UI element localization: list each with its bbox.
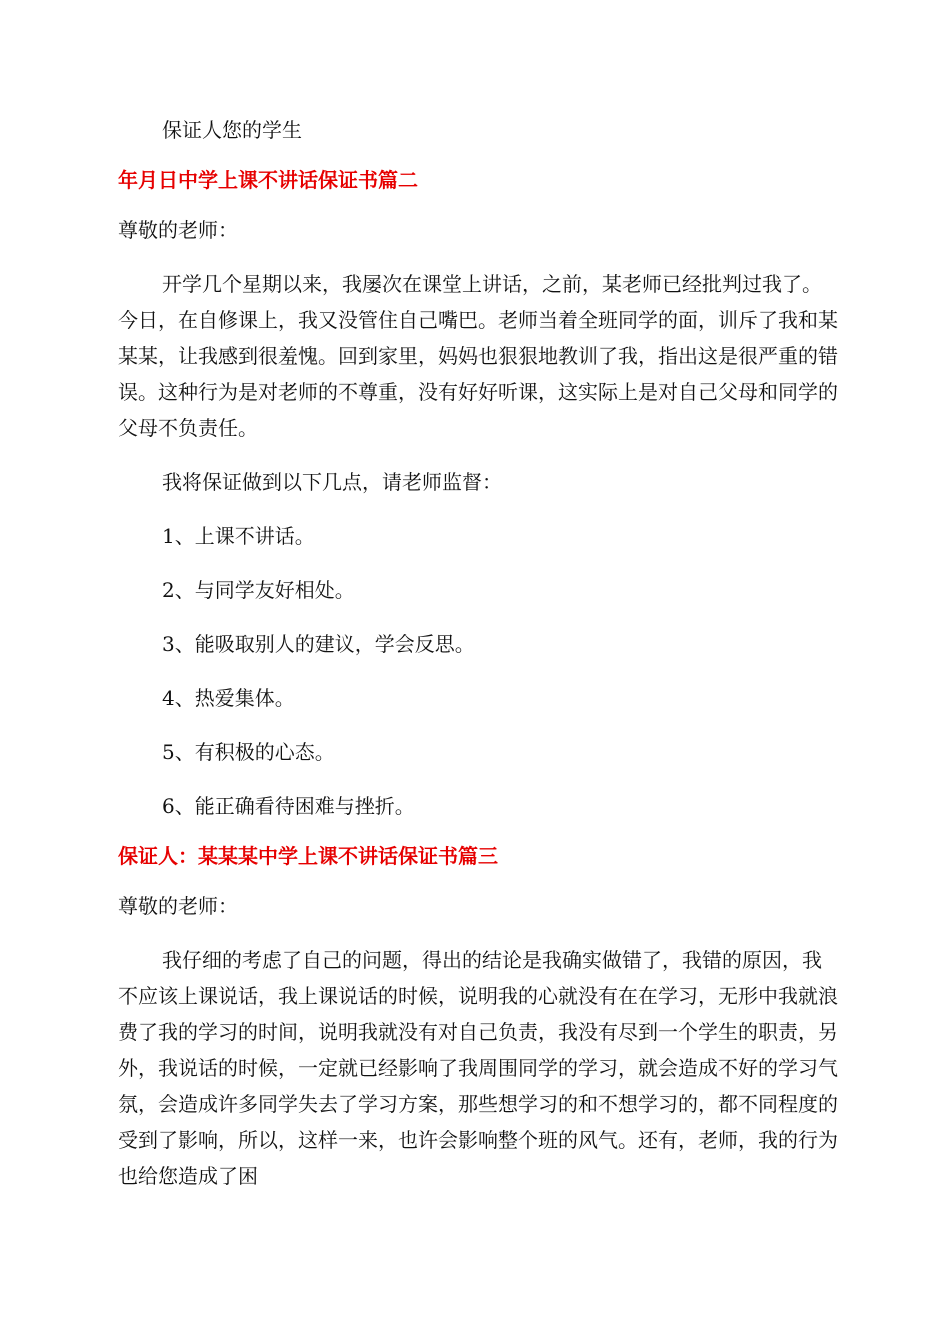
section3-heading: 保证人：某某某中学上课不讲话保证书篇三 [118, 844, 498, 868]
section2-salutation: 尊敬的老师： [118, 218, 238, 242]
signature-line: 保证人您的学生 [162, 118, 302, 142]
list-item-6: 6、能正确看待困难与挫折。 [162, 794, 415, 818]
section3-body: 我仔细的考虑了自己的问题，得出的结论是我确实做错了，我错的原因，我不应该上课说话，我上课说话的时候，说明我的心就没有在在学习，无形中我就浪费了我的学习的时间，说明我就没有对自己负责，我没有尽到一个学生的职责，另外，我说话的时候，一定就已经影响了我周围同学的学习，就会造成不好的学习气氛，会造成许多同学失去了学习方案，那些想学习的和不想学习的，都不同程度的受到了影响，所以，这样一来，也许会影响整个班的风气。还有，老师，我的行为也给您造成了困 [118, 948, 838, 1188]
list-item-5: 5、有积极的心态。 [162, 740, 335, 764]
list-item-4: 4、热爱集体。 [162, 686, 295, 710]
document-content [118, 112, 838, 1194]
list-item-2: 2、与同学友好相处。 [162, 578, 355, 602]
section2-body: 开学几个星期以来，我屡次在课堂上讲话，之前，某老师已经批判过我了。今日，在自修课上，我又没管住自己嘴巴。老师当着全班同学的面，训斥了我和某某某，让我感到很羞愧。回到家里，妈妈也狠狠地教训了我，指出这是很严重的错误。这种行为是对老师的不尊重，没有好好听课，这实际上是对自己父母和同学的父母不负责任。 [118, 272, 838, 440]
section3-salutation: 尊敬的老师： [118, 894, 238, 918]
section2-intro: 我将保证做到以下几点，请老师监督： [162, 470, 502, 494]
section2-heading: 年月日中学上课不讲话保证书篇二 [118, 168, 418, 192]
list-item-1: 1、上课不讲话。 [162, 524, 315, 548]
list-item-3: 3、能吸取别人的建议，学会反思。 [162, 632, 475, 656]
